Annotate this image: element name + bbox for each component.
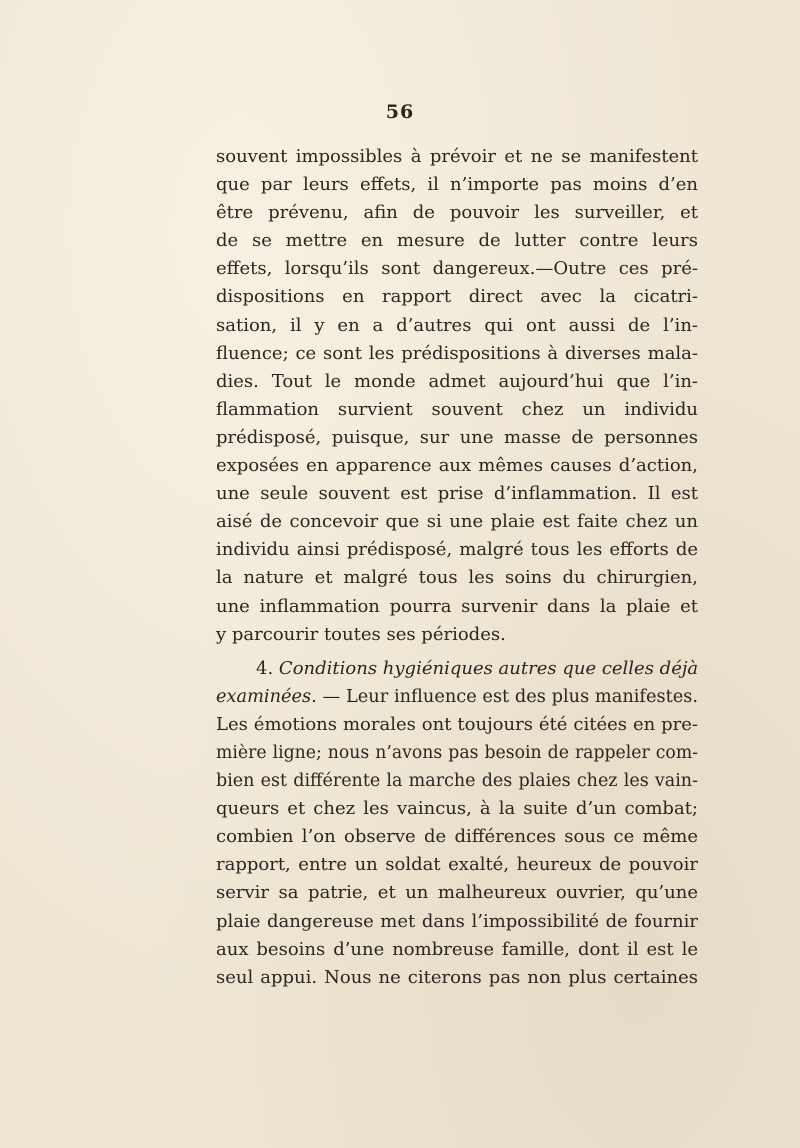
text-line: être prévenu, afin de pouvoir les surveiller, et [216,202,698,224]
section-lead-text: — Leur influence est des plus manifestes. [322,686,698,707]
text-line: sation, il y en a d’autres qui ont aussi de l’in- [216,314,698,336]
text-line: aisé de concevoir que si une plaie est faite chez un [216,511,698,533]
text-line: prédisposé, puisque, sur une masse de personnes [216,426,698,448]
paragraph-1 [216,143,698,649]
text-line: exposées en apparence aux mêmes causes d’action, [216,455,698,477]
text-line [216,683,698,711]
section-number: 4. [256,657,274,679]
text-line: bien est différente la marche des plaies chez les vain- [216,771,698,792]
text-line: mière ligne; nous n’avons pas besoin de rappeler com- [216,742,698,763]
text-line: dies. Tout le monde admet aujourd’hui que l’in- [216,370,698,392]
text-line: la nature et malgré tous les soins du chirurgien, [216,567,698,589]
text-line: servir sa patrie, et un malheureux ouvrier, qu’une [216,882,698,904]
text-line: individu ainsi prédisposé, malgré tous les efforts de [216,539,698,561]
text-line: dispositions en rapport direct avec la cicatri- [216,286,698,308]
paragraph-2 [216,655,698,992]
text-line: queurs et chez les vaincus, à la suite d’un combat; [216,798,698,820]
text-line: plaie dangereuse met dans l’impossibilité de fournir [216,910,698,932]
text-line: aux besoins d’une nombreuse famille, dont il est le [216,938,698,960]
text-line: que par leurs effets, il n’importe pas moins d’en [216,174,698,196]
section-heading-italic: Conditions hygiéniques autres que celles déjà [278,657,698,679]
text-line: combien l’on observe de différences sous ce même [216,826,698,848]
text-line: y parcourir toutes ses périodes. [216,623,506,645]
text-line: de se mettre en mesure de lutter contre leurs [216,230,698,252]
section-heading-italic-end: examinées. [216,686,317,707]
section-heading-line [216,655,698,683]
text-line: souvent impossibles à prévoir et ne se manifestent [216,146,698,167]
body-text [216,143,698,992]
text-line: fluence; ce sont les prédispositions à diverses mala- [216,342,698,364]
text-line: Les émotions morales ont toujours été citées en pre- [216,713,698,735]
text-line: effets, lorsqu’ils sont dangereux.—Outre ces pré- [216,258,698,280]
text-line: une inflammation pourra survenir dans la plaie et [216,595,698,617]
page-number: 56 [385,101,415,123]
text-line: rapport, entre un soldat exalté, heureux de pouvoir [216,854,698,876]
text-line: une seule souvent est prise d’inflammation. Il est [216,483,698,505]
text-line: flammation survient souvent chez un individu [216,398,698,420]
text-line: seul appui. Nous ne citerons pas non plus certaines [216,966,698,988]
